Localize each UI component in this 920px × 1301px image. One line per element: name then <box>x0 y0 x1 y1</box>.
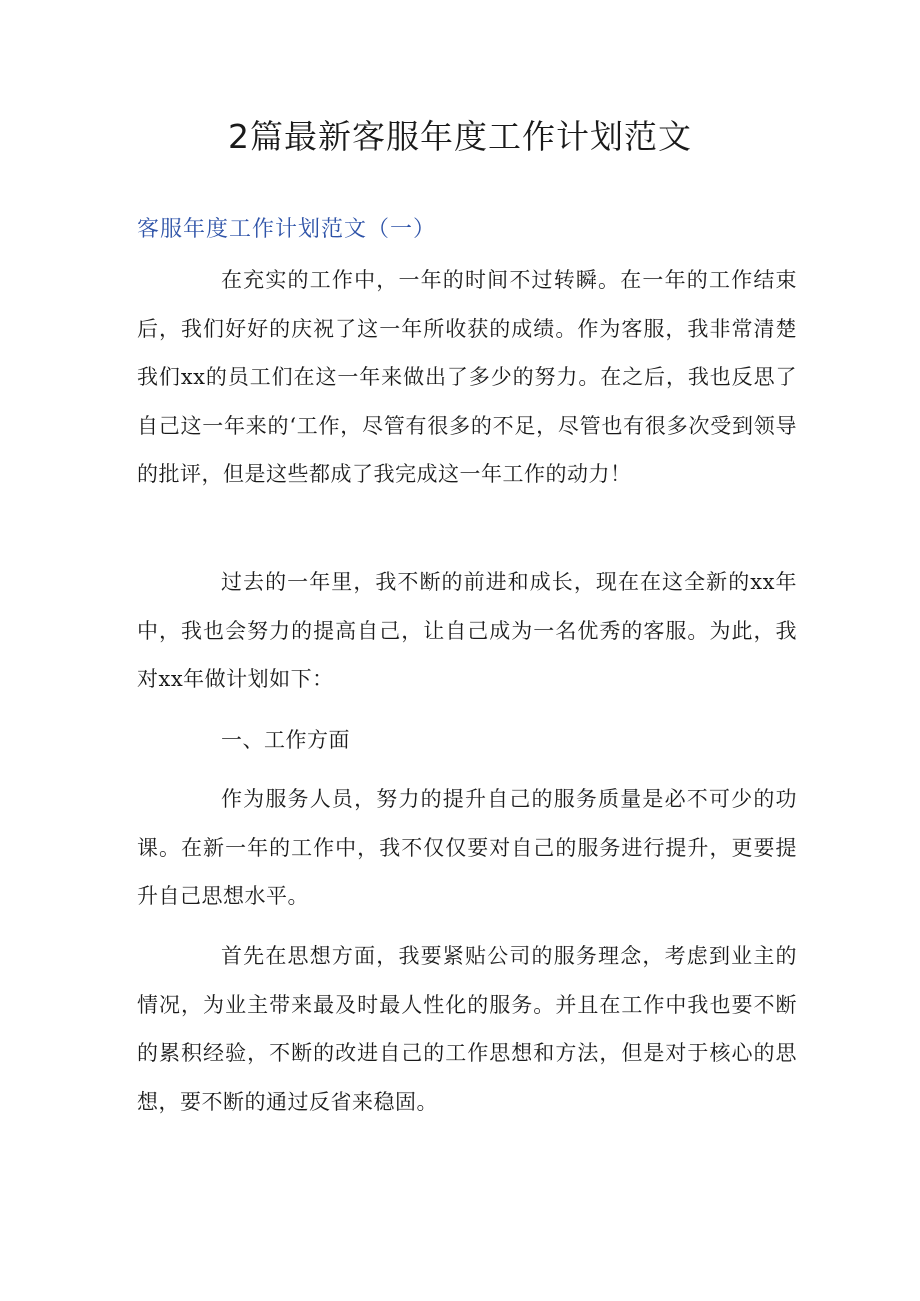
paragraph-1: 在充实的工作中，一年的时间不过转瞬。在一年的工作结束后，我们好好的庆祝了这一年所收获的成绩。作为客服，我非常清楚我们xx的员工们在这一年来做出了多少的努力。在之后，我也反思了自己这一年来的‘工作，尽管有很多的不足，尽管也有很多次受到领导的批评，但是这些都成了我完成这一年工作的动力！ <box>137 268 797 486</box>
paragraph-2: 过去的一年里，我不断的前进和成长，现在在这全新的xx年中，我也会努力的提高自己，让自己成为一名优秀的客服。为此，我对xx年做计划如下： <box>137 570 797 691</box>
document-title: 2篇最新客服年度工作计划范文 <box>228 117 692 156</box>
paragraph-3: 作为服务人员，努力的提升自己的服务质量是必不可少的功课。在新一年的工作中，我不仅仅要对自己的服务进行提升，更要提升自己思想水平。 <box>137 787 797 908</box>
subheading-work: 一、工作方面 <box>221 728 350 752</box>
section-heading: 客服年度工作计划范文（一） <box>137 217 437 242</box>
paragraph-4: 首先在思想方面，我要紧贴公司的服务理念，考虑到业主的情况，为业主带来最及时最人性化的服务。并且在工作中我也要不断的累积经验，不断的改进自己的工作思想和方法，但是对于核心的思想，要不断的通过反省来稳固。 <box>137 944 797 1114</box>
